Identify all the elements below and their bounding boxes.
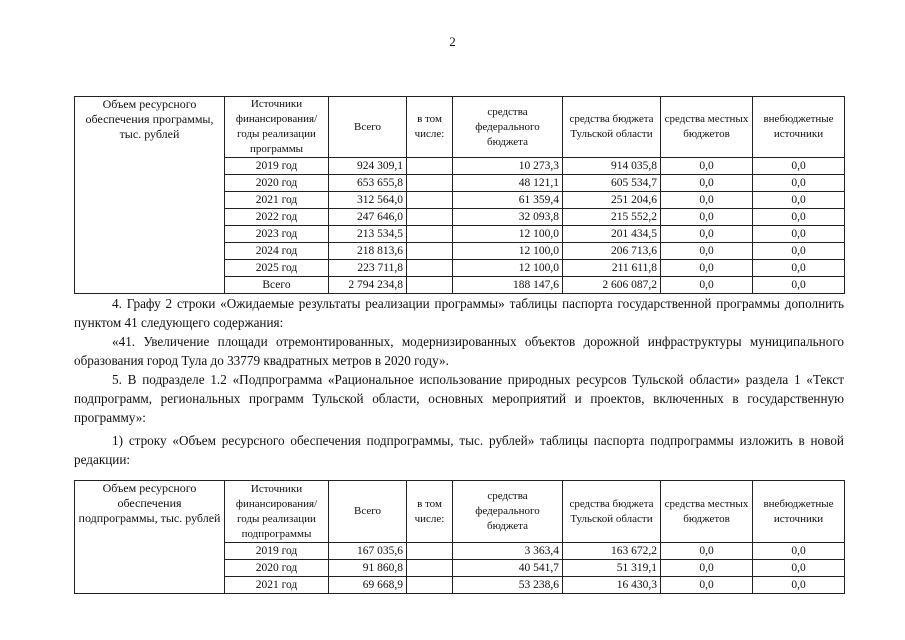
table-cell: 0,0 (753, 175, 845, 192)
table-cell: 48 121,1 (453, 175, 563, 192)
column-header: Всего (329, 481, 407, 543)
table-cell (407, 560, 453, 577)
table-cell: 653 655,8 (329, 175, 407, 192)
table-cell: 61 359,4 (453, 192, 563, 209)
table-cell: 3 363,4 (453, 543, 563, 560)
table-cell (407, 226, 453, 243)
table-cell: 32 093,8 (453, 209, 563, 226)
table-cell: 0,0 (753, 260, 845, 277)
table-cell: 206 713,6 (563, 243, 661, 260)
table-cell: 2 606 087,2 (563, 277, 661, 294)
table-cell: 12 100,0 (453, 226, 563, 243)
table-cell: 0,0 (661, 560, 753, 577)
column-header: средства бюджета Тульской области (563, 481, 661, 543)
table-cell: 218 813,6 (329, 243, 407, 260)
table-cell: 167 035,6 (329, 543, 407, 560)
table-cell (407, 277, 453, 294)
paragraph-5: 5. В подразделе 1.2 «Подпрограмма «Рациональное использование природных ресурсов Тульской области» раздела 1 «Текст подпрограмм, региональных программ Тульской области, основных мероприятий и проектов, включенных в государственную программу»: (74, 372, 844, 425)
table-cell: 0,0 (661, 209, 753, 226)
table-cell: 51 319,1 (563, 560, 661, 577)
table-cell: 2019 год (225, 158, 329, 175)
table-cell (407, 260, 453, 277)
table-cell: 0,0 (661, 260, 753, 277)
table-cell: 0,0 (661, 543, 753, 560)
row-label: Объем ресурсного обеспечения подпрограммы, тыс. рублей (75, 481, 225, 594)
table-cell: 211 611,8 (563, 260, 661, 277)
table-cell: 2020 год (225, 175, 329, 192)
table-cell: 0,0 (661, 192, 753, 209)
table-cell: 2022 год (225, 209, 329, 226)
table-cell: 0,0 (753, 277, 845, 294)
table-cell: 40 541,7 (453, 560, 563, 577)
column-header: в том числе: (407, 97, 453, 158)
row-label: Объем ресурсного обеспечения программы, тыс. рублей (75, 97, 225, 294)
table-cell: 2025 год (225, 260, 329, 277)
table-cell (407, 158, 453, 175)
table-cell: 924 309,1 (329, 158, 407, 175)
table-cell (407, 209, 453, 226)
table-cell (407, 577, 453, 594)
table-cell: 12 100,0 (453, 260, 563, 277)
paragraph-41: «41. Увеличение площади отремонтированных, модернизированных объектов дорожной инфраструктуры муниципального образования город Тула до 33779 квадратных метров в 2020 году». (74, 334, 844, 368)
column-header: Всего (329, 97, 407, 158)
table-cell: 2024 год (225, 243, 329, 260)
table-cell: 163 672,2 (563, 543, 661, 560)
column-header: внебюджетные источники (753, 481, 845, 543)
table-cell: 0,0 (753, 209, 845, 226)
header-row (75, 97, 845, 158)
table-cell: 0,0 (753, 243, 845, 260)
table-cell: 914 035,8 (563, 158, 661, 175)
table-cell (407, 243, 453, 260)
table-cell: 10 273,3 (453, 158, 563, 175)
table-cell: 0,0 (753, 192, 845, 209)
table-cell: 201 434,5 (563, 226, 661, 243)
table-cell: 91 860,8 (329, 560, 407, 577)
column-header: средства местных бюджетов (661, 97, 753, 158)
table-cell: 0,0 (753, 543, 845, 560)
table-cell: 2 794 234,8 (329, 277, 407, 294)
table-cell: 2023 год (225, 226, 329, 243)
column-header: средства федерального бюджета (453, 97, 563, 158)
table-cell: 2020 год (225, 560, 329, 577)
column-header: средства местных бюджетов (661, 481, 753, 543)
table-cell: 223 711,8 (329, 260, 407, 277)
column-header: средства бюджета Тульской области (563, 97, 661, 158)
table-cell: 0,0 (661, 577, 753, 594)
table-cell: 0,0 (661, 277, 753, 294)
table-cell: 247 646,0 (329, 209, 407, 226)
column-header: Источники финансирования/ годы реализации программы (225, 97, 329, 158)
table-cell: 2019 год (225, 543, 329, 560)
paragraph-5-1: 1) строку «Объем ресурсного обеспечения подпрограммы, тыс. рублей» таблицы паспорта подпрограммы изложить в новой редакции: (74, 433, 844, 467)
table-cell: 53 238,6 (453, 577, 563, 594)
page-number: 2 (449, 34, 456, 49)
table-cell: 251 204,6 (563, 192, 661, 209)
table-cell: 188 147,6 (453, 277, 563, 294)
table-cell: 213 534,5 (329, 226, 407, 243)
table-cell: 0,0 (753, 158, 845, 175)
table-cell: 0,0 (661, 175, 753, 192)
subprogram-funding-table (74, 480, 845, 594)
table-cell: 12 100,0 (453, 243, 563, 260)
table-cell: 0,0 (661, 158, 753, 175)
column-header: внебюджетные источники (753, 97, 845, 158)
header-row (75, 481, 845, 543)
column-header: Источники финансирования/ годы реализации подпрограммы (225, 481, 329, 543)
table-cell: 0,0 (753, 560, 845, 577)
table-cell (407, 175, 453, 192)
table-cell: 2021 год (225, 577, 329, 594)
column-header: в том числе: (407, 481, 453, 543)
table-cell (407, 543, 453, 560)
table-cell: 2021 год (225, 192, 329, 209)
table-cell: 0,0 (753, 577, 845, 594)
table-cell: 312 564,0 (329, 192, 407, 209)
table-cell: 215 552,2 (563, 209, 661, 226)
program-funding-table (74, 96, 845, 294)
table-cell: 69 668,9 (329, 577, 407, 594)
table-cell: 0,0 (661, 226, 753, 243)
table-cell: 16 430,3 (563, 577, 661, 594)
table-cell (407, 192, 453, 209)
table-cell: Всего (225, 277, 329, 294)
table-cell: 0,0 (753, 226, 845, 243)
column-header: средства федерального бюджета (453, 481, 563, 543)
table-cell: 0,0 (661, 243, 753, 260)
table-cell: 605 534,7 (563, 175, 661, 192)
paragraph-4: 4. Графу 2 строки «Ожидаемые результаты реализации программы» таблицы паспорта государственной программы дополнить пунктом 41 следующего содержания: (74, 296, 844, 330)
